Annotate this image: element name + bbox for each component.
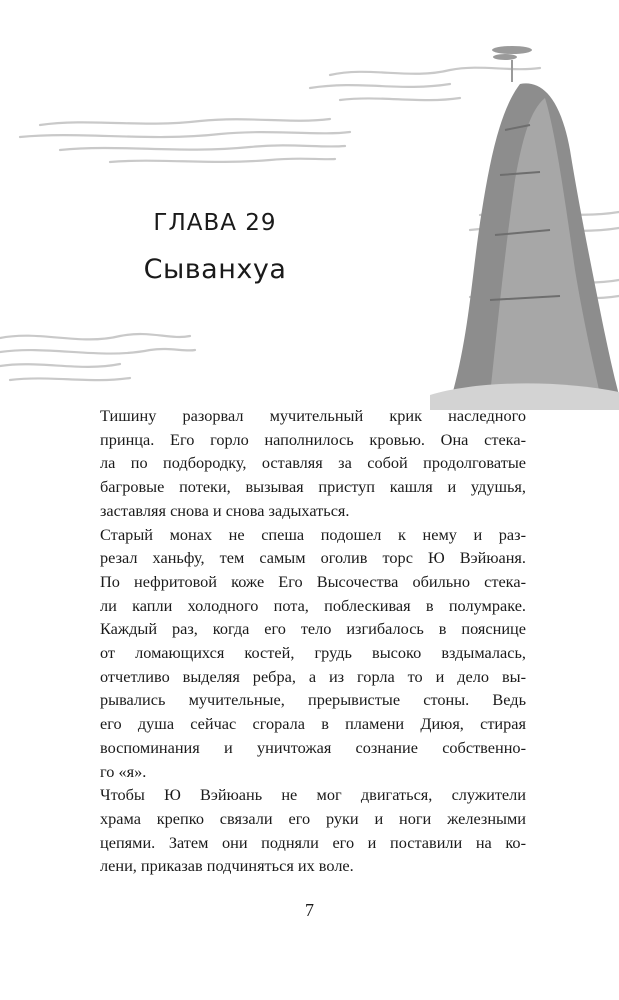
text-line: отчетливо выделяя ребра, а из горла то и дело вы-: [100, 666, 526, 686]
text-line: го «я».: [100, 761, 147, 781]
text-line: воспоминания и уничтожая сознание собственно-: [100, 737, 526, 757]
text-line: ла по подбородку, оставляя за собой продолговатые: [100, 453, 526, 473]
paragraph-3: [72, 783, 526, 878]
text-line: рывались мучительные, прерывистые стоны. Ведь: [100, 690, 526, 710]
text-line: принца. Его горло наполнилось кровью. Она стека-: [100, 429, 526, 449]
chapter-label: ГЛАВА 29: [153, 210, 277, 236]
text-line: от ломающихся костей, грудь высоко вздымалась,: [100, 643, 526, 663]
text-line: его душа сейчас сгорала в пламени Диюя, стирая: [100, 714, 526, 734]
text-line: заставляя снова и снова задыхаться.: [100, 500, 350, 520]
chapter-title: Сыванхуа: [143, 254, 287, 285]
text-line: цепями. Затем они подняли его и поставили на ко-: [100, 832, 526, 852]
body-text: [72, 404, 526, 878]
paragraph-2: [72, 523, 526, 784]
text-line: ли капли холодного пота, поблескивая в полумраке.: [100, 595, 526, 615]
page-number: 7: [305, 900, 314, 920]
text-line: лени, приказав подчиняться их воле.: [100, 856, 354, 876]
paragraph-1: [72, 404, 526, 523]
text-line: резал ханьфу, тем самым оголив торс Ю Вэйюаня.: [100, 548, 526, 568]
text-line: Тишину разорвал мучительный крик наследного: [100, 406, 526, 425]
text-line: Каждый раз, когда его тело изгибалось в пояснице: [100, 619, 526, 639]
text-line: Старый монах не спеша подошел к нему и раз-: [100, 524, 526, 544]
text-line: Чтобы Ю Вэйюань не мог двигаться, служители: [100, 785, 526, 805]
text-line: храма крепко связали его руки и ноги железными: [100, 808, 526, 828]
text-line: багровые потеки, вызывая приступ кашля и удушья,: [100, 477, 526, 497]
text-line: По нефритовой коже Его Высочества обильно стека-: [100, 571, 526, 591]
